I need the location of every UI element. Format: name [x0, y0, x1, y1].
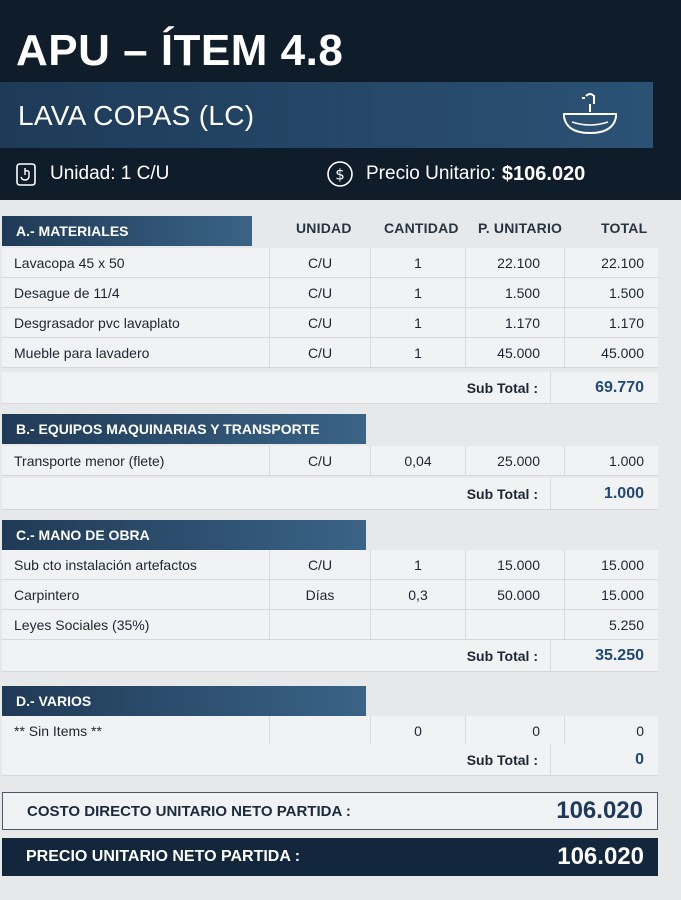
- svg-text:$: $: [335, 165, 345, 184]
- row-quantity: 0,3: [371, 580, 466, 610]
- row-total: 15.000: [601, 587, 644, 603]
- equipos-subtotal-row: [2, 478, 658, 510]
- item-name: LAVA COPAS (LC): [18, 100, 255, 131]
- col-qty: CANTIDAD: [384, 220, 459, 236]
- costo-directo-value: 106.020: [556, 797, 643, 824]
- dollar-icon: [326, 160, 354, 188]
- table-row: [2, 550, 658, 580]
- row-quantity: 1: [371, 278, 466, 308]
- row-quantity: 1: [371, 308, 466, 338]
- row-description: Carpintero: [2, 580, 270, 610]
- mano-obra-subtotal-row: [2, 640, 658, 672]
- varios-subtotal-row: [2, 744, 658, 776]
- row-total: 45.000: [601, 345, 644, 361]
- row-quantity: 1: [371, 550, 466, 580]
- row-unit-price: 22.100: [466, 248, 565, 278]
- precio-unitario-row: [2, 838, 658, 876]
- row-unit-price: 45.000: [466, 338, 565, 368]
- mano-obra-subtotal: 35.250: [595, 647, 644, 664]
- subtotal-label: Sub Total :: [2, 640, 551, 672]
- row-unit: C/U: [270, 248, 371, 278]
- col-unit-price: P. UNITARIO: [478, 220, 563, 236]
- row-unit-price: 15.000: [466, 550, 565, 580]
- subtotal-label: Sub Total :: [2, 478, 551, 510]
- header: [0, 0, 681, 200]
- row-quantity: [371, 610, 466, 640]
- row-unit: [270, 716, 371, 746]
- row-quantity: 0: [371, 716, 466, 746]
- row-total: 1.170: [608, 315, 644, 331]
- row-unit: C/U: [270, 308, 371, 338]
- hand-icon: [14, 161, 38, 187]
- table-row: [2, 610, 658, 640]
- row-unit: C/U: [270, 446, 371, 476]
- row-description: Sub cto instalación artefactos: [2, 550, 270, 580]
- table-row: [2, 278, 658, 308]
- varios-subtotal: 0: [635, 751, 644, 768]
- row-unit: C/U: [270, 338, 371, 368]
- table-row: [2, 580, 658, 610]
- row-total: 15.000: [601, 557, 644, 573]
- row-description: ** Sin Items **: [2, 716, 270, 746]
- precio-unitario-label: PRECIO UNITARIO NETO PARTIDA :: [26, 848, 301, 865]
- row-total: 22.100: [601, 255, 644, 271]
- costo-directo-label: COSTO DIRECTO UNITARIO NETO PARTIDA :: [27, 802, 351, 820]
- row-description: Lavacopa 45 x 50: [2, 248, 270, 278]
- row-unit-price: 50.000: [466, 580, 565, 610]
- row-description: Transporte menor (flete): [2, 446, 270, 476]
- price-info: [326, 150, 585, 198]
- row-total: 1.500: [608, 285, 644, 301]
- price-label: Precio Unitario:: [366, 163, 496, 184]
- row-unit: [270, 610, 371, 640]
- row-total: 1.000: [608, 453, 644, 469]
- row-unit: C/U: [270, 278, 371, 308]
- row-quantity: 1: [371, 248, 466, 278]
- item-band: [0, 82, 653, 148]
- section-varios-title: D.- VARIOS: [2, 686, 366, 716]
- section-materiales-title: A.- MATERIALES: [2, 216, 252, 246]
- row-unit: Días: [270, 580, 371, 610]
- costo-directo-row: [2, 792, 658, 830]
- row-unit-price: 1.500: [466, 278, 565, 308]
- materiales-subtotal-row: [2, 372, 658, 404]
- unit-text: Unidad: 1 C/U: [50, 163, 170, 184]
- row-total: 5.250: [608, 617, 644, 633]
- section-mano-obra-title: C.- MANO DE OBRA: [2, 520, 366, 550]
- subtotal-label: Sub Total :: [2, 372, 551, 404]
- col-total: TOTAL: [601, 220, 648, 236]
- table-row: [2, 308, 658, 338]
- section-equipos-title: B.- EQUIPOS MAQUINARIAS Y TRANSPORTE: [2, 414, 366, 444]
- unit-info: [14, 150, 169, 198]
- page-title: APU – ÍTEM 4.8: [16, 26, 344, 75]
- row-total: 0: [636, 723, 644, 739]
- row-unit-price: 25.000: [466, 446, 565, 476]
- row-quantity: 1: [371, 338, 466, 368]
- table-row: [2, 248, 658, 278]
- row-description: Leyes Sociales (35%): [2, 610, 270, 640]
- row-unit-price: [466, 610, 565, 640]
- row-quantity: 0,04: [371, 446, 466, 476]
- row-unit-price: 0: [466, 716, 565, 746]
- equipos-subtotal: 1.000: [603, 485, 644, 502]
- table-row: [2, 338, 658, 368]
- materiales-subtotal: 69.770: [595, 379, 644, 396]
- row-unit: C/U: [270, 550, 371, 580]
- row-unit-price: 1.170: [466, 308, 565, 338]
- sink-icon: [560, 92, 620, 138]
- table-row: [2, 716, 658, 746]
- row-description: Mueble para lavadero: [2, 338, 270, 368]
- row-description: Desague de 11/4: [2, 278, 270, 308]
- price-value: $106.020: [501, 162, 586, 185]
- table-row: [2, 446, 658, 476]
- apu-table: [0, 200, 681, 900]
- row-description: Desgrasador pvc lavaplato: [2, 308, 270, 338]
- subtotal-label: Sub Total :: [2, 744, 551, 776]
- col-unit: UNIDAD: [296, 220, 352, 236]
- precio-unitario-value: 106.020: [557, 843, 644, 870]
